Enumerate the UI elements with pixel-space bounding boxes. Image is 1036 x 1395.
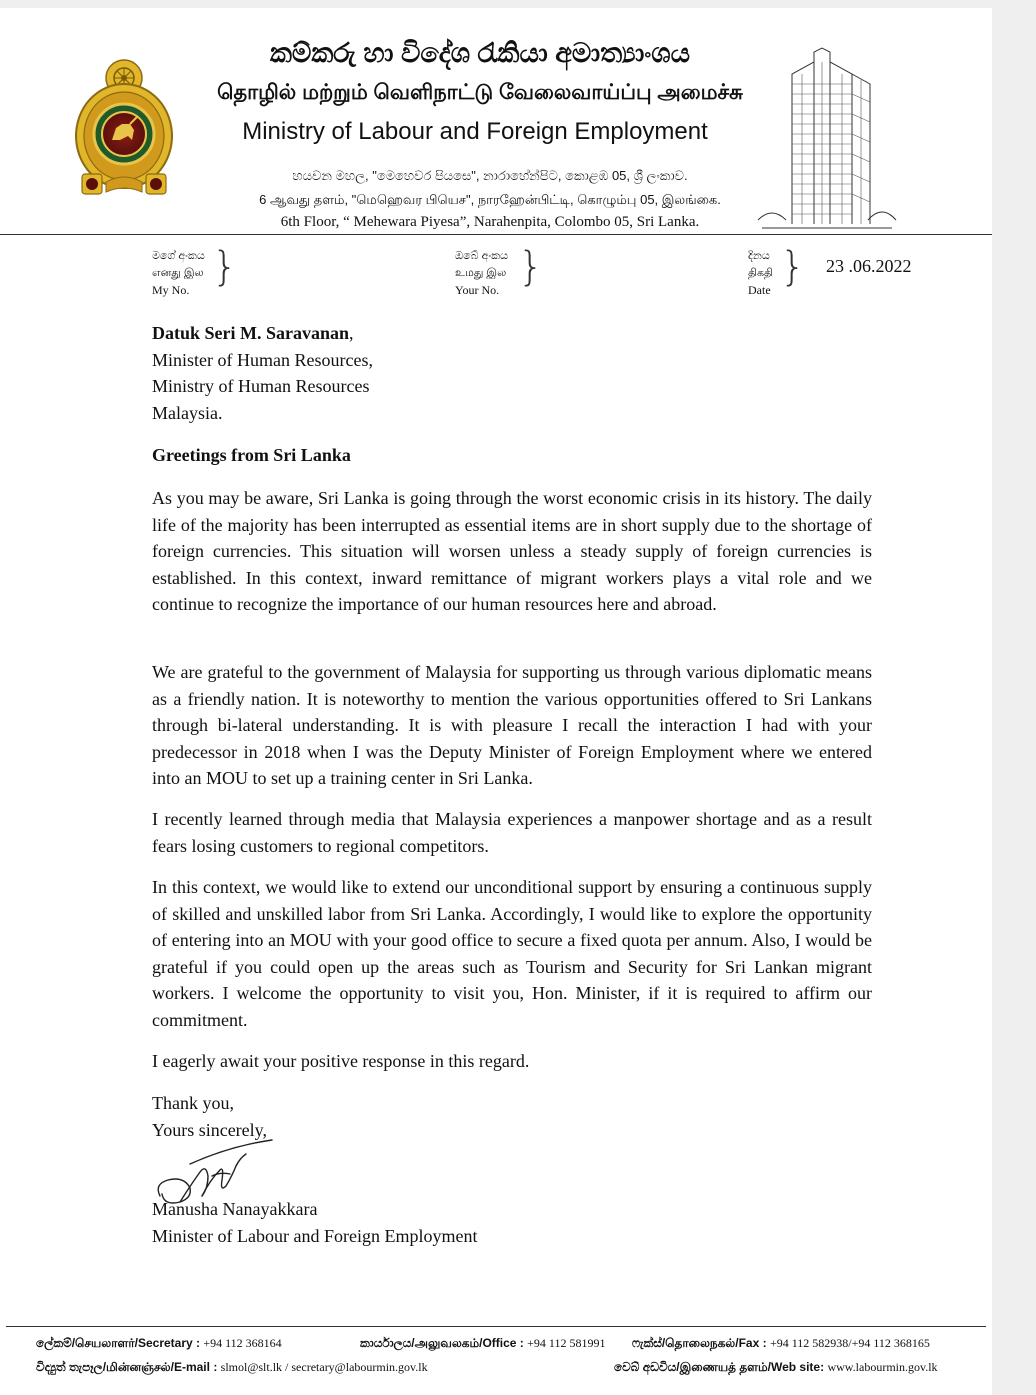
date-brace: } (780, 244, 806, 290)
recipient-line: Ministry of Human Resources (152, 376, 370, 396)
recipient-line: Malaysia. (152, 402, 223, 423)
my-no-label-sinhala: මගේ අංකය (152, 250, 205, 262)
footer-divider (6, 1326, 986, 1327)
your-no-label-sinhala: ඔබේ අංකය (455, 250, 508, 262)
paragraph: In this context, we would like to extend our unconditional support by ensuring a continuous supply of skilled and unskilled labor from Sri Lanka. Accordingly, I would like to explore the opportunity of entering into an MOU with your good office to secure a fixed quota per annum. Also, I would be grateful if you could open up the areas such as Tourism and Security for Sri Lankan migrant workers. I welcome the opportunity to visit you, Hon. Minister, if it is required to affirm our commitment. (152, 877, 872, 1030)
address-sinhala: හයවන මහල, "මෙහෙවර පියසෙ", නාරාහේන්පිට, කොළඹ 05, ශ්‍රී ලංකාව. (292, 168, 688, 183)
footer-office-label: කාර්යාලය/அலுவலகம்/Office : (360, 1336, 524, 1350)
recipient-comma: , (349, 323, 354, 343)
your-no-label-english: Your No. (455, 283, 500, 297)
ministry-title-sinhala: කම්කරු හා විදේශ රැකියා අමාත්‍යාංශය (270, 38, 690, 68)
date-field (748, 248, 773, 299)
thanks-line: Thank you, (152, 1093, 234, 1113)
footer-website (614, 1360, 938, 1376)
sign-off-line: Yours sincerely, (152, 1119, 267, 1140)
date-label-tamil: திகதி (748, 267, 774, 279)
footer-web-label: වෙබ් අඩවිය/இணையத் தளம்/Web site: (614, 1360, 825, 1374)
recipient-name: Datuk Seri M. Saravanan (152, 323, 350, 343)
paragraph: As you may be aware, Sri Lanka is going through the worst economic crisis in its history. The daily life of the majority has been interrupted as essential items are in short supply due to the shortage of foreign currencies. This situation will worsen unless a steady supply of foreign currencies is established. In this context, inward remittance of migrant workers plays a vital role and we continue to recognize the importance of our human resources here and abroad. (152, 488, 872, 614)
footer-email-value: slmol@slt.lk / secretary@labourmin.gov.lk (220, 1360, 428, 1374)
footer-secretary-label: ලේකම්/செயலாளர்/Secretary : (36, 1336, 201, 1350)
my-no-label-tamil: எனது இல (152, 267, 204, 279)
footer-fax (632, 1336, 930, 1352)
footer-email-label: විද්‍යුත් තැපෑල/மின்னஞ்சல்/E-mail : (36, 1360, 218, 1374)
footer-office-phone: +94 112 581991 (527, 1336, 606, 1350)
paragraph: I eagerly await your positive response in this regard. (152, 1051, 530, 1071)
footer-email (36, 1360, 428, 1376)
signer-title: Minister of Labour and Foreign Employment (152, 1225, 478, 1246)
footer-web-value: www.labourmin.gov.lk (827, 1360, 938, 1374)
signer-name: Manusha Nanayakkara (152, 1199, 318, 1219)
address-english: 6th Floor, “ Mehewara Piyesa”, Narahenpita, Colombo 05, Sri Lanka. (280, 214, 700, 230)
footer-secretary-phone: +94 112 368164 (203, 1336, 282, 1350)
footer-secretary (36, 1336, 282, 1352)
paragraph: I recently learned through media that Malaysia experiences a manpower shortage and as a result fears losing customers to regional competitors. (152, 809, 872, 856)
ministry-title-tamil: தொழில் மற்றும் வெளிநாட்டு வேலைவாய்ப்பு அமைச்சு (217, 81, 743, 104)
recipient-block (152, 320, 872, 426)
paragraph: We are grateful to the government of Malaysia for supporting us through various diplomatic means as a friendly nation. It is noteworthy to mention the various opportunities offered to Sri Lankans through bi-lateral understanding. It is with pleasure I recall the interaction I had with your predecessor in 2018 when I was the Deputy Minister of Foreign Employment where we entered into an MOU to set up a training center in Sri Lanka. (152, 662, 872, 788)
my-no-brace: } (212, 244, 238, 290)
recipient-line: Minister of Human Resources, (152, 349, 373, 370)
signer-block (152, 1196, 872, 1249)
date-label-sinhala: දිනය (748, 250, 770, 262)
your-no-brace: } (518, 244, 544, 290)
your-no-field (455, 248, 508, 299)
footer-fax-label: ෆැක්ස්/தொலைநகல்/Fax : (632, 1336, 767, 1350)
address-tamil: 6 ஆவது தளம், "மெஹெவர பியெச", நாரஹேன்பிட்டி, கொழும்பு 05, இலங்கை. (259, 192, 721, 207)
your-no-label-tamil: உமது இல (455, 267, 507, 279)
header-divider (0, 234, 992, 235)
my-no-label-english: My No. (152, 283, 190, 297)
letter-page (0, 8, 992, 1395)
my-no-field (152, 248, 205, 299)
footer-office (360, 1336, 605, 1352)
building-illustration-icon (752, 44, 902, 232)
date-label-english: Date (748, 283, 771, 297)
sri-lanka-emblem-icon (72, 50, 176, 204)
footer-fax-phone: +94 112 582938/+94 112 368165 (769, 1336, 930, 1350)
ministry-title-english: Ministry of Labour and Foreign Employment (242, 118, 708, 145)
greeting: Greetings from Sri Lanka (152, 445, 351, 465)
letter-date: 23 .06.2022 (826, 256, 912, 276)
